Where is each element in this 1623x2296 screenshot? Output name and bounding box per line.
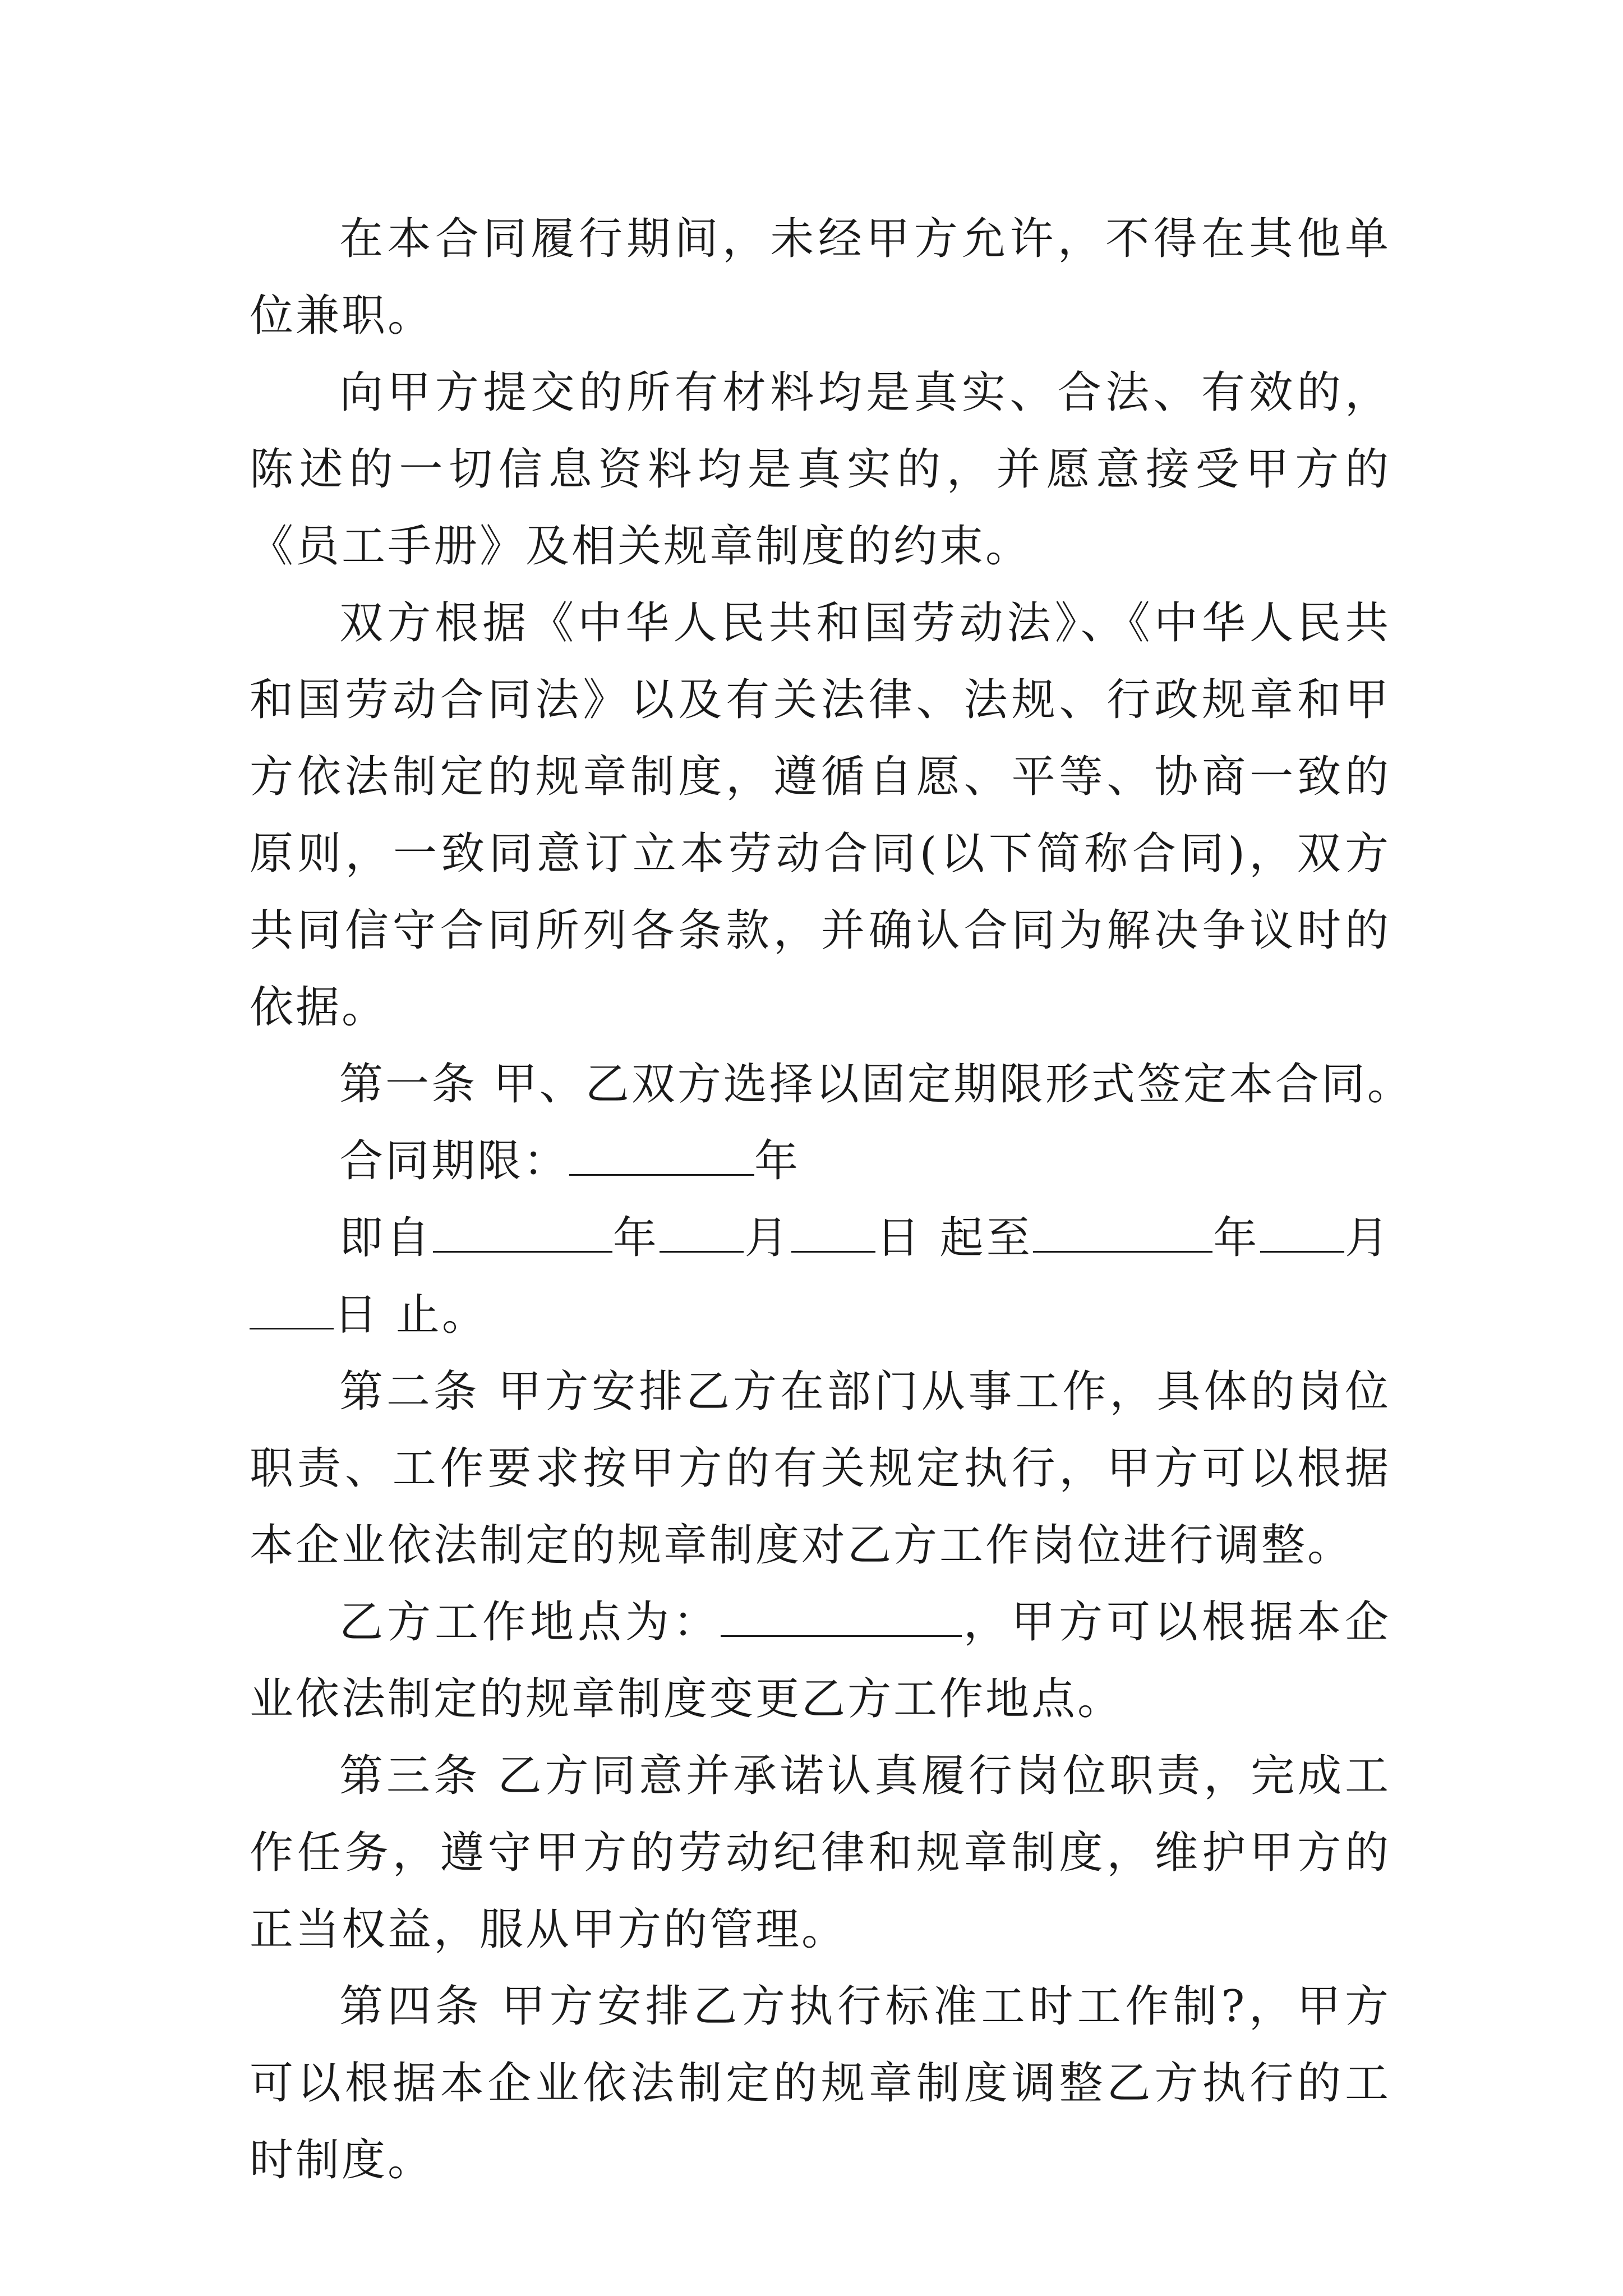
end-year-unit: 年 <box>1212 1213 1260 1263</box>
term-years-unit: 年 <box>754 1136 801 1186</box>
article-2: 第二条 甲方安排乙方在部门从事工作，具体的岗位职责、工作要求按甲方的有关规定执行，甲方可以根据本企业依法制定的规章制度对乙方工作岗位进行调整。 <box>250 1366 1391 1571</box>
start-month-blank[interactable] <box>660 1212 744 1253</box>
contract-body <box>250 201 1413 2199</box>
start-month-unit: 月 <box>744 1213 791 1263</box>
end-month-blank[interactable] <box>1260 1212 1344 1253</box>
paragraph-no-moonlighting: 在本合同履行期间，未经甲方允许，不得在其他单位兼职。 <box>250 214 1391 341</box>
contract-term-line <box>250 1123 1391 1200</box>
end-month-unit: 月 <box>1344 1213 1391 1263</box>
period-end-label: 止。 <box>395 1290 488 1340</box>
contract-term-label: 合同期限： <box>339 1136 570 1186</box>
end-day-unit: 日 <box>334 1290 380 1340</box>
work-location-blank[interactable] <box>721 1596 962 1637</box>
work-location-rest: ，甲方可以根据本企业依法制定的规章制度变更乙方工作地点。 <box>250 1597 1391 1724</box>
work-location-label: 乙方工作地点为： <box>339 1597 721 1648</box>
article-4: 第四条 甲方安排乙方执行标准工时工作制?，甲方可以根据本企业依法制定的规章制度调整乙方执行的工时制度。 <box>250 1981 1391 2185</box>
start-year-unit: 年 <box>612 1213 660 1263</box>
term-years-blank[interactable] <box>569 1135 754 1176</box>
paragraph-legal-basis: 双方根据《中华人民共和国劳动法》、《中华人民共和国劳动合同法》以及有关法律、法规、行政规章和甲方依法制定的规章制度，遵循自愿、平等、协商一致的原则，一致同意订立本劳动合同(以下简称合同)，双方共同信守合同所列各条款，并确认合同为解决争议时的依据。 <box>250 598 1391 1033</box>
article-1: 第一条 甲、乙双方选择以固定期限形式签定本合同。 <box>339 1059 1413 1110</box>
start-year-blank[interactable] <box>433 1212 612 1253</box>
start-day-blank[interactable] <box>791 1212 875 1253</box>
article-3: 第三条 乙方同意并承诺认真履行岗位职责，完成工作任务，遵守甲方的劳动纪律和规章制度，维护甲方的正当权益，服从甲方的管理。 <box>250 1751 1391 1955</box>
period-from-label: 即自 <box>339 1213 433 1263</box>
work-location-paragraph <box>250 1584 1391 1738</box>
start-day-unit: 日 <box>875 1213 923 1263</box>
end-year-blank[interactable] <box>1033 1212 1212 1253</box>
period-to-label: 起至 <box>939 1213 1034 1263</box>
paragraph-truthful-materials: 向甲方提交的所有材料均是真实、合法、有效的，陈述的一切信息资料均是真实的，并愿意接受甲方的《员工手册》及相关规章制度的约束。 <box>250 367 1391 572</box>
end-day-blank[interactable] <box>250 1289 334 1329</box>
contract-period-line <box>250 1200 1391 1354</box>
